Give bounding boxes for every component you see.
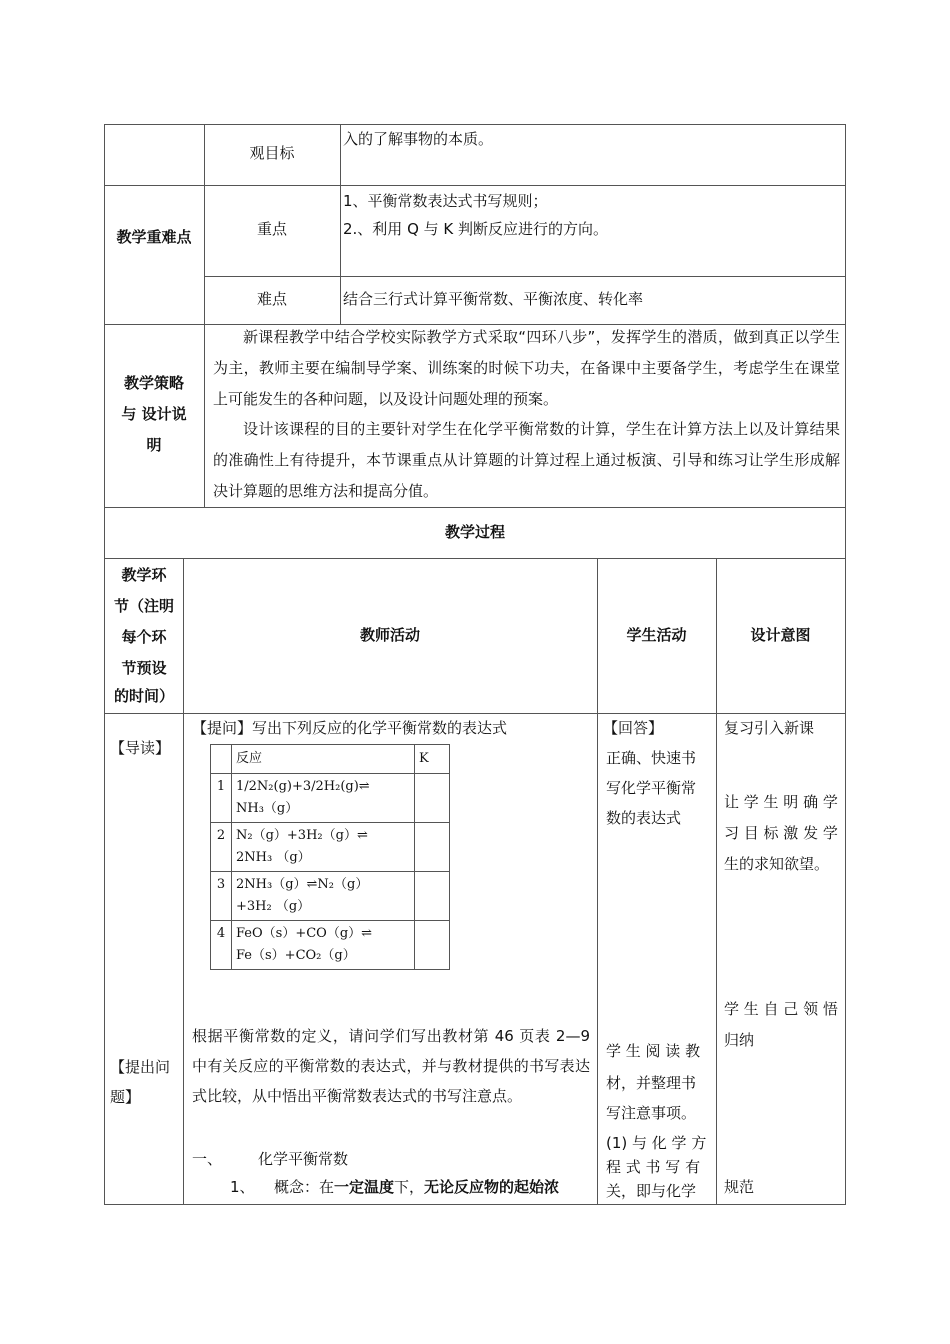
difficulty-text: 结合三行式计算平衡常数、平衡浓度、转化率 bbox=[343, 290, 644, 308]
reaction-line-2: 2NH₃ （g） bbox=[236, 850, 311, 865]
stage-guide: 【导读】 bbox=[110, 739, 171, 757]
concept-no: 1、 bbox=[230, 1178, 255, 1196]
stage-header-line-5: 的时间） bbox=[113, 687, 174, 705]
reaction-no: 1 bbox=[211, 774, 232, 823]
student-answer-line-2: 写化学平衡常 bbox=[606, 779, 697, 797]
rule bbox=[204, 124, 205, 508]
strategy-label-line-1: 教学策略 bbox=[123, 374, 184, 392]
strategy-paragraph-2: 设计该课程的目的主要针对学生在化学平衡常数的计算，学生在计算方法上以及计算结果的准确性上有待提升，本节课重点从计算题的计算过程上通过板演、引导和练习让学生形成解决计算题的思维方法和提高分值。 bbox=[213, 420, 840, 500]
intent-self-line-2: 归纳 bbox=[724, 1031, 755, 1049]
strategy-label-line-3: 明 bbox=[146, 436, 162, 454]
student-header: 学生活动 bbox=[626, 626, 687, 644]
teacher-paragraph: 根据平衡常数的定义，请问学们写出教材第 46 页表 2—9 中有关反应的平衡常数的表达式，并与教材提供的书写表达式比较，从中悟出平衡常数表达式的书写注意点。 bbox=[192, 1027, 590, 1105]
reaction-k-blank bbox=[415, 872, 450, 921]
concept-prefix: 概念：在 bbox=[274, 1178, 335, 1196]
reaction-table bbox=[210, 744, 450, 970]
emphasis-label: 重点 bbox=[256, 220, 287, 238]
intent-goal-line-1: 让 学 生 明 确 学 bbox=[724, 793, 838, 811]
concept-mid: 下， bbox=[394, 1178, 425, 1196]
reaction-row bbox=[211, 774, 450, 823]
reaction-row bbox=[211, 823, 450, 872]
intent-goal-line-3: 生的求知欲望。 bbox=[724, 855, 830, 873]
concept-bold-initial: 无论反应物的起始浓 bbox=[424, 1178, 560, 1196]
header-no-cell bbox=[211, 745, 232, 774]
intent-norm: 规范 bbox=[724, 1178, 755, 1196]
reaction-line-1: N₂（g）+3H₂（g）⇌ bbox=[236, 828, 368, 843]
reaction-k-blank bbox=[415, 823, 450, 872]
reaction-row bbox=[211, 872, 450, 921]
header-reaction: 反应 bbox=[232, 745, 415, 774]
student-note-line-2: 程 式 书 写 有 bbox=[606, 1158, 701, 1176]
reaction-no: 4 bbox=[211, 921, 232, 970]
reaction-no: 2 bbox=[211, 823, 232, 872]
rule bbox=[104, 507, 846, 508]
objective-content: 入的了解事物的本质。 bbox=[343, 130, 494, 148]
reaction-line-2: +3H₂ （g） bbox=[236, 899, 311, 914]
rule bbox=[845, 124, 846, 1205]
difficulty-label: 难点 bbox=[256, 290, 287, 308]
objective-sub-label: 观目标 bbox=[249, 144, 295, 162]
student-read-line-2: 材，并整理书 bbox=[606, 1074, 697, 1092]
intent-goal-line-2: 习 目 标 激 发 学 bbox=[724, 824, 838, 842]
teacher-header: 教师活动 bbox=[359, 626, 420, 644]
reaction-line-2: Fe（s）+CO₂（g） bbox=[236, 948, 356, 963]
reaction-line-1: FeO（s）+CO（g）⇌ bbox=[236, 926, 373, 941]
stage-header-line-1: 教学环 bbox=[121, 566, 167, 584]
intent-header: 设计意图 bbox=[750, 626, 811, 644]
stage-header-line-3: 每个环 bbox=[121, 628, 167, 646]
header-k: K bbox=[415, 745, 450, 774]
rule bbox=[204, 276, 846, 277]
rule bbox=[597, 558, 598, 1205]
concept-bold-temperature: 一定温度 bbox=[334, 1178, 395, 1196]
stage-header-line-2: 节（注明 bbox=[113, 597, 174, 615]
student-read-line-1: 学 生 阅 读 教 bbox=[606, 1042, 701, 1060]
reaction-line-1: 1/2N₂(g)+3/2H₂(g)⇌ bbox=[236, 779, 370, 794]
section-heading-no: 一、 bbox=[192, 1150, 223, 1168]
rule bbox=[104, 1204, 846, 1205]
stage-header-line-4: 节预设 bbox=[121, 659, 167, 677]
process-title: 教学过程 bbox=[444, 523, 505, 541]
rule bbox=[104, 558, 846, 559]
intent-self-line-1: 学 生 自 己 领 悟 bbox=[724, 1000, 838, 1018]
stage-question-line-1: 【提出问 bbox=[110, 1058, 171, 1076]
concept-line bbox=[274, 1172, 559, 1202]
teacher-prompt: 【提问】写出下列反应的化学平衡常数的表达式 bbox=[192, 719, 508, 737]
reaction-k-blank bbox=[415, 774, 450, 823]
student-note-line-3: 关，即与化学 bbox=[606, 1182, 697, 1200]
reaction-formula bbox=[232, 774, 415, 823]
intent-review: 复习引入新课 bbox=[724, 719, 815, 737]
reaction-formula bbox=[232, 823, 415, 872]
key-points-label bbox=[114, 222, 194, 252]
reaction-formula bbox=[232, 872, 415, 921]
reaction-k-blank bbox=[415, 921, 450, 970]
section-heading: 化学平衡常数 bbox=[258, 1150, 349, 1168]
strategy-paragraph-1: 新课程教学中结合学校实际教学方式采取“四环八步”，发挥学生的潜质，做到真正以学生为主，教师主要在编制导学案、训练案的时候下功夫，在备课中主要备学生，考虑学生在课堂上可能发生的各种问题，以及设计问题处理的预案。 bbox=[213, 328, 840, 408]
rule bbox=[340, 124, 341, 325]
strategy-label-line-2: 与 设计说 bbox=[121, 405, 187, 423]
student-answer-line-1: 正确、快速书 bbox=[606, 749, 697, 767]
student-read-line-3: 写注意事项。 bbox=[606, 1104, 697, 1122]
student-note-line-1: (1) 与 化 学 方 bbox=[606, 1134, 707, 1152]
stage-question-line-2: 题】 bbox=[110, 1088, 141, 1106]
reaction-line-1: 2NH₃（g）⇌N₂（g） bbox=[236, 877, 369, 892]
emphasis-item-2: 2.、利用 Q 与 K 判断反应进行的方向。 bbox=[343, 220, 609, 238]
reaction-no: 3 bbox=[211, 872, 232, 921]
rule bbox=[716, 558, 717, 1205]
student-answer-tag: 【回答】 bbox=[603, 719, 664, 737]
reaction-line-2: NH₃（g） bbox=[236, 801, 299, 816]
emphasis-item-1: 1、平衡常数表达式书写规则； bbox=[343, 192, 548, 210]
student-answer-line-3: 数的表达式 bbox=[606, 809, 682, 827]
key-points-label-text: 教学重难点 bbox=[116, 228, 192, 246]
reaction-table-header bbox=[211, 745, 450, 774]
reaction-formula bbox=[232, 921, 415, 970]
reaction-row bbox=[211, 921, 450, 970]
